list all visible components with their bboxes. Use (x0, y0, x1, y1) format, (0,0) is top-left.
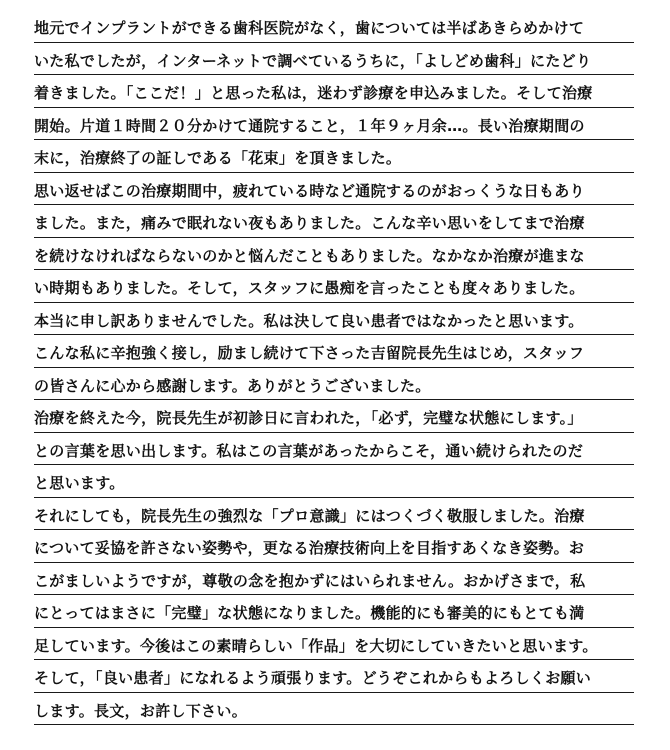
text-line-1: 地元でインプラントができる歯科医院がなく，歯については半ばあきらめかけて (34, 10, 634, 43)
text-line-21: そして，「良い患者」になれるよう頑張ります。どうぞこれからもよろしくお願い (34, 660, 634, 693)
text-line-20: 足しています。今後はこの素晴らしい「作品」を大切にしていきたいと思います。 (34, 628, 634, 661)
text-line-12: の皆さんに心から感謝します。ありがとうございました。 (34, 368, 634, 401)
text-line-16: それにしても，院長先生の強烈な「プロ意識」にはつくづく敬服しました。治療 (34, 498, 634, 531)
text-line-3: 着きました。「ここだ！」と思った私は，迷わず診療を申込みました。そして治療 (34, 75, 634, 108)
text-line-19: にとってはまさに「完璧」な状態になりました。機能的にも審美的にもとても満 (34, 595, 634, 628)
text-line-13: 治療を終えた今，院長先生が初診日に言われた，「必ず，完璧な状態にします。」 (34, 400, 634, 433)
text-line-10: 本当に申し訳ありませんでした。私は決して良い患者ではなかったと思います。 (34, 303, 634, 336)
text-line-7: ました。また，痛みで眠れない夜もありました。こんな辛い思いをしてまで治療 (34, 205, 634, 238)
text-line-22: します。長文，お許し下さい。 (34, 693, 634, 726)
text-line-17: について妥協を許さない姿勢や，更なる治療技術向上を目指すあくなき姿勢。お (34, 530, 634, 563)
text-line-8: を続けなければならないのかと悩んだこともありました。なかなか治療が進まな (34, 238, 634, 271)
text-line-9: い時期もありました。そして，スタッフに愚痴を言ったことも度々ありました。 (34, 270, 634, 303)
text-line-15: と思います。 (34, 465, 634, 498)
text-line-11: こんな私に辛抱強く接し，励まし続けて下さった吉留院長先生はじめ，スタッフ (34, 335, 634, 368)
text-line-18: こがましいようですが，尊敬の念を抱かずにはいられません。おかげさまで，私 (34, 563, 634, 596)
text-line-4: 開始。片道１時間２０分かけて通院すること，１年９ヶ月余…。長い治療期間の (34, 108, 634, 141)
text-line-6: 思い返せばこの治療期間中，疲れている時など通院するのがおっくうな日もあり (34, 173, 634, 206)
text-line-2: いた私でしたが，インターネットで調べているうちに，「よしどめ歯科」にたどり (34, 43, 634, 76)
text-line-14: との言葉を思い出します。私はこの言葉があったからこそ，通い続けられたのだ (34, 433, 634, 466)
text-line-5: 末に，治療終了の証しである「花束」を頂きました。 (34, 140, 634, 173)
